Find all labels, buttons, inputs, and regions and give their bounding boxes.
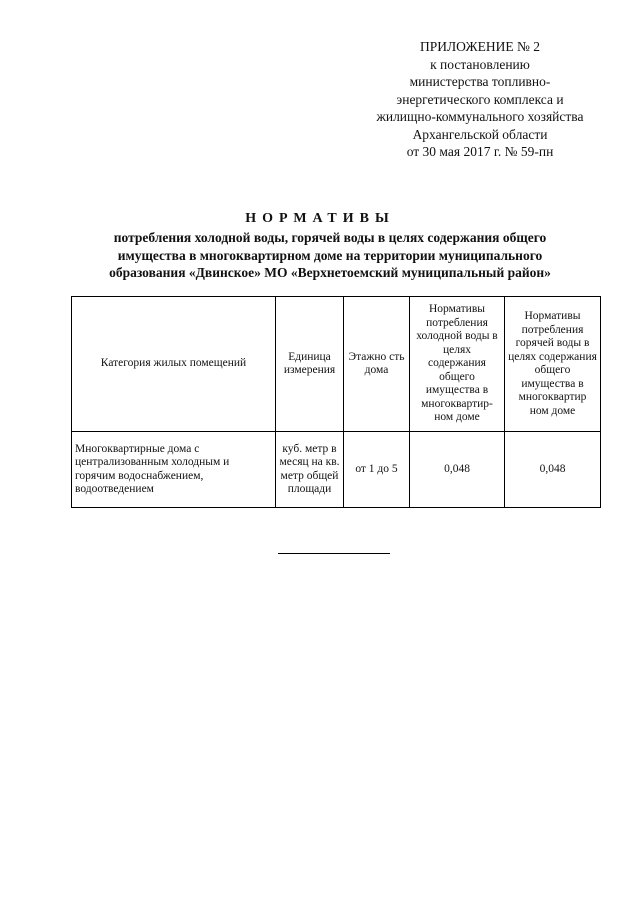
header-cold-water: Нормативы потребления холодной воды в целях содержания общего имущества в многоквартир-ном доме — [410, 297, 505, 432]
header-unit: Единица измерения — [276, 297, 344, 432]
appendix-line: министерства топливно- — [409, 74, 551, 89]
closing-divider — [278, 553, 390, 554]
subtitle-line: имущества в многоквартирном доме на территории муниципального — [117, 247, 543, 263]
cell-cold-water: 0,048 — [410, 432, 505, 508]
appendix-line: к постановлению — [430, 56, 530, 72]
appendix-block — [350, 38, 610, 161]
subtitle-line: образования «Двинское» МО «Верхнетоемский муниципальный район» — [109, 265, 551, 280]
cell-hot-water: 0,048 — [505, 432, 601, 508]
header-floors: Этажно сть дома — [344, 297, 410, 432]
header-category: Категория жилых помещений — [72, 297, 276, 432]
table-row — [72, 432, 601, 508]
subtitle-line: потребления холодной воды, горячей воды в целях содержания общего — [113, 230, 547, 245]
norms-table — [71, 296, 601, 508]
cell-floors: от 1 до 5 — [344, 432, 410, 508]
cell-unit: куб. метр в месяц на кв. метр общей площади — [276, 432, 344, 508]
table-header-row — [72, 297, 601, 432]
document-title: НОРМАТИВЫ — [245, 211, 395, 226]
appendix-line: энергетического комплекса и — [396, 91, 564, 107]
appendix-line: Архангельской области — [412, 126, 548, 142]
appendix-line: от 30 мая 2017 г. № 59-пн — [406, 144, 554, 159]
appendix-line: ПРИЛОЖЕНИЕ № 2 — [419, 39, 541, 54]
header-hot-water: Нормативы потребления горячей воды в целях содержания общего имущества в многоквартир ном доме — [505, 297, 601, 432]
cell-category: Многоквартирные дома с централизованным холодным и горячим водоснабжением, водоотведением — [72, 432, 276, 508]
appendix-line: жилищно-коммунального хозяйства — [376, 109, 584, 124]
document-subtitle — [60, 229, 600, 282]
